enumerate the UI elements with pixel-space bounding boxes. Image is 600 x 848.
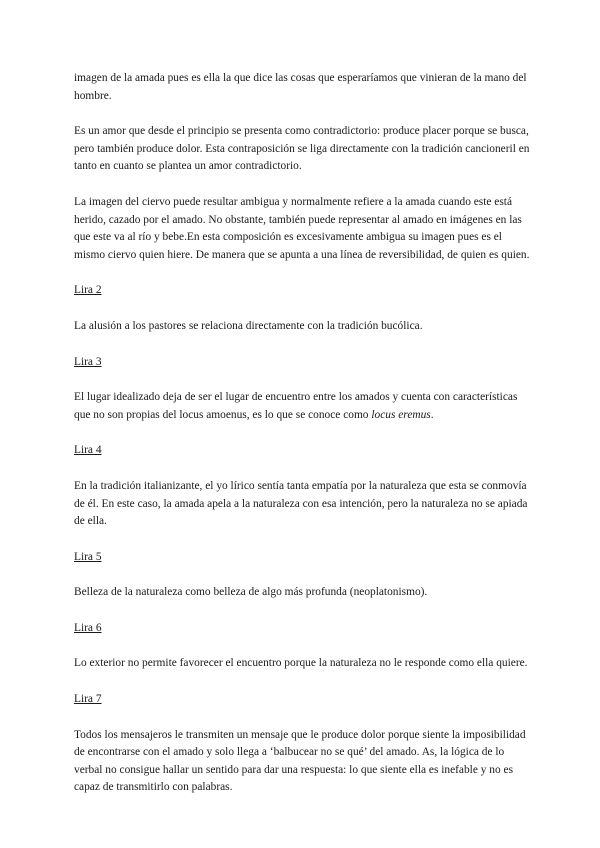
paragraph-lira-4: En la tradición italianizante, el yo lírico sentía tanta empatía por la naturaleza que esta se conmovía de él. En este caso, la amada apela a la naturaleza con esa intención, pero la naturaleza no se apiada de ella. [74, 479, 528, 528]
heading-lira-5: Lira 5 [74, 550, 102, 563]
heading-lira-4: Lira 4 [74, 444, 102, 457]
paragraph-lira-2: La alusión a los pastores se relaciona directamente con la tradición bucólica. [74, 319, 423, 332]
paragraph-amor-contradictorio: Es un amor que desde el principio se presenta como contradictorio: produce placer porque se busca, pero también produce dolor. Esta contraposición se liga directamente con la tradición cancioneril en tanto en cuanto se plantea un amor contradictorio. [74, 125, 530, 173]
paragraph-lira-6: Lo exterior no permite favorecer el encuentro porque la naturaleza no le responde como ella quiere. [74, 657, 528, 670]
heading-lira-3: Lira 3 [74, 355, 102, 368]
paragraph-lira-5: Belleza de la naturaleza como belleza de algo más profunda (neoplatonismo). [74, 586, 428, 599]
paragraph-amada-intro: imagen de la amada pues es ella la que dice las cosas que esperaríamos que vinieran de la mano del hombre. [74, 72, 527, 102]
paragraph-imagen-ciervo: La imagen del ciervo puede resultar ambigua y normalmente refiere a la amada cuando este está herido, cazado por el amado. No obstante, también puede representar al amado en imágenes en las que este va al río y bebe.En esta composición es excesivamente ambigua su imagen pues es el mismo ciervo quien hiere. De manera que se apunta a una línea de reversibilidad, de quien es quien. [74, 195, 530, 261]
locus-eremus-term: locus eremus [371, 408, 431, 421]
paragraph-lira-3: El lugar idealizado deja de ser el lugar de encuentro entre los amados y cuenta con características que no son propias del locus amoenus, es lo que se conoce como locus eremus. [74, 391, 518, 421]
heading-lira-2: Lira 2 [74, 284, 102, 297]
paragraph-lira-7: Todos los mensajeros le transmiten un mensaje que le produce dolor porque siente la imposibilidad de encontrarse con el amado y solo llega a ‘balbucear no se qué’ del amado. As, la lógica de lo verbal no consigue hallar un sentido para dar una respuesta: lo que siente ella es inefable y no es capaz de transmitirlo con palabras. [74, 728, 526, 794]
heading-lira-6: Lira 6 [74, 621, 102, 634]
document-page [74, 70, 532, 815]
heading-lira-7: Lira 7 [74, 693, 102, 706]
